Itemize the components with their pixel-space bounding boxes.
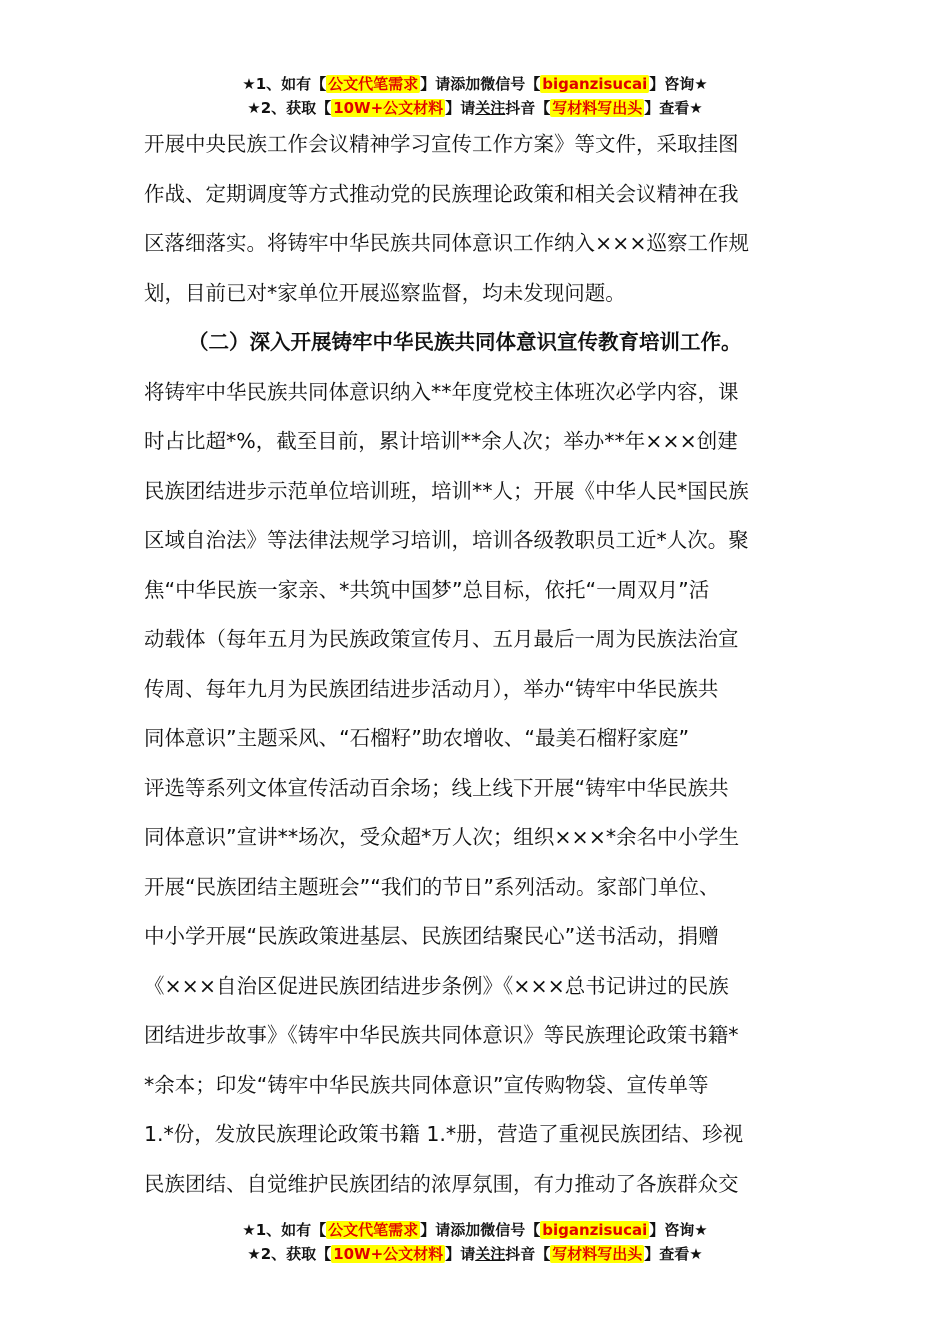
footer-banner <box>0 1218 950 1266</box>
highlight-douyin: 写材料写出头 <box>552 1245 643 1263</box>
body-line: 同体意识”宣讲**场次，受众超*万人次；组织×××*余名中小学生 <box>144 825 740 849</box>
highlight-wechat-id: biganzisucai <box>542 1221 648 1239</box>
body-line: 民族团结、自觉维护民族团结的浓厚氛围，有力推动了各族群众交 <box>144 1171 739 1196</box>
body-line: 作战、定期调度等方式推动党的民族理论政策和相关会议精神在我 <box>144 181 739 206</box>
highlight-ghostwriting: 公文代笔需求 <box>328 1221 419 1239</box>
underline-follow: 关注 <box>475 1245 506 1263</box>
banner-line-2: ★2、获取【 10W+公文材料 】请关注抖音【 写材料写出头 】查看★ <box>247 1245 703 1263</box>
underline-follow: 关注 <box>475 99 506 117</box>
body-line: 将铸牢中华民族共同体意识纳入**年度党校主体班次必学内容，课 <box>144 379 739 404</box>
highlight-douyin: 写材料写出头 <box>552 99 643 117</box>
body-line: 焦“中华民族一家亲、*共筑中国梦”总目标，依托“一周双月”活 <box>144 577 710 602</box>
header-banner <box>0 72 950 120</box>
body-line: 时占比超*%，截至目前，累计培训**余人次；举办**年×××创建 <box>144 429 738 453</box>
body-line: *余本；印发“铸牢中华民族共同体意识”宣传购物袋、宣传单等 <box>144 1072 709 1097</box>
highlight-materials: 10W+公文材料 <box>333 1245 444 1263</box>
banner-line-2: ★2、获取【 10W+公文材料 】请关注抖音【 写材料写出头 】查看★ <box>247 99 703 117</box>
banner-line-1: ★1、如有【 公文代笔需求 】请添加微信号【 biganzisucai 】咨询★ <box>242 1221 708 1239</box>
body-line: 传周、每年九月为民族团结进步活动月），举办“铸牢中华民族共 <box>144 676 719 701</box>
highlight-materials: 10W+公文材料 <box>333 99 444 117</box>
highlight-wechat-id: biganzisucai <box>542 75 648 93</box>
banner-line-1: ★1、如有【 公文代笔需求 】请添加微信号【 biganzisucai 】咨询★ <box>242 75 708 93</box>
body-line: 区落细落实。将铸牢中华民族共同体意识工作纳入×××巡察工作规 <box>144 231 750 255</box>
body-line: 评选等系列文体宣传活动百余场；线上线下开展“铸牢中华民族共 <box>144 775 729 800</box>
body-line: 1.*份，发放民族理论政策书籍 1.*册，营造了重视民族团结、珍视 <box>144 1122 744 1146</box>
highlight-ghostwriting: 公文代笔需求 <box>328 75 419 93</box>
body-line: 民族团结进步示范单位培训班，培训**人；开展《中华人民*国民族 <box>144 478 749 503</box>
body-line: 区域自治法》等法律法规学习培训，培训各级教职员工近*人次。聚 <box>144 528 749 552</box>
body-line: 同体意识”主题采风、“石榴籽”助农增收、“最美石榴籽家庭” <box>144 726 690 750</box>
section-heading: （二）深入开展铸牢中华民族共同体意识宣传教育培训工作。 <box>188 330 742 354</box>
body-line: 动载体（每年五月为民族政策宣传月、五月最后一周为民族法治宣 <box>144 627 739 651</box>
body-line: 开展中央民族工作会议精神学习宣传工作方案》等文件，采取挂图 <box>144 132 739 156</box>
body-line: 划，目前已对*家单位开展巡察监督，均未发现问题。 <box>144 280 626 305</box>
document-body <box>144 120 810 1209</box>
body-line: 《×××自治区促进民族团结进步条例》《×××总书记讲过的民族 <box>144 973 729 998</box>
body-line: 中小学开展“民族政策进基层、民族团结聚民心”送书活动，捐赠 <box>144 924 719 948</box>
body-line: 团结进步故事》《铸牢中华民族共同体意识》等民族理论政策书籍* <box>144 1023 739 1047</box>
body-line: 开展“民族团结主题班会”“我们的节日”系列活动。家部门单位、 <box>144 874 720 899</box>
